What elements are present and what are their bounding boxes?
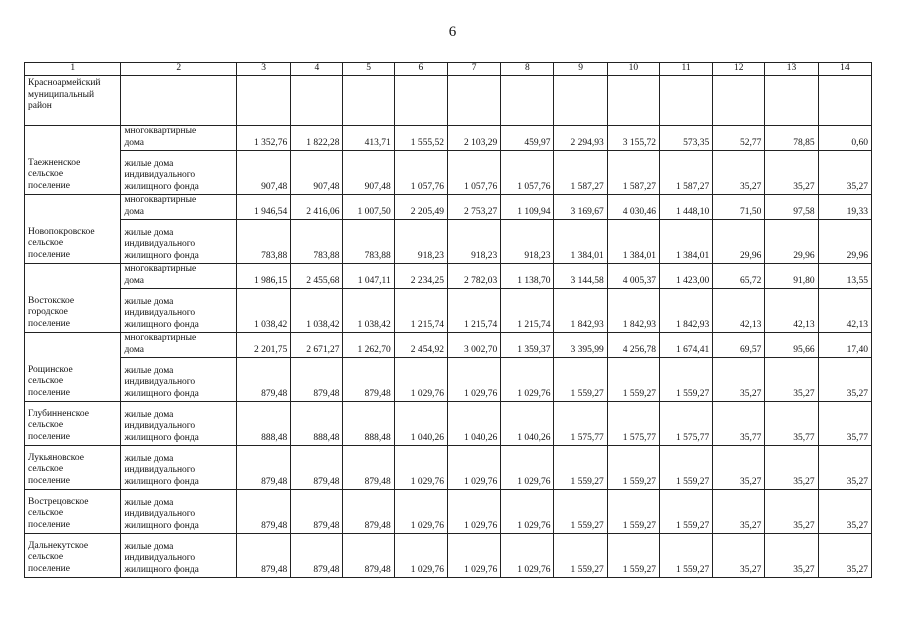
- value-cell: 1 040,26: [501, 402, 554, 446]
- value-cell: 1 029,76: [501, 534, 554, 578]
- value-cell: 459,97: [501, 126, 554, 151]
- value-cell: 35,77: [765, 402, 818, 446]
- value-cell: 1 029,76: [447, 534, 500, 578]
- value-cell: 879,48: [236, 446, 290, 490]
- value-cell: 1 029,76: [447, 446, 500, 490]
- value-cell: 2 416,06: [291, 195, 343, 220]
- value-cell: 1 559,27: [659, 446, 712, 490]
- table-row: [25, 446, 872, 490]
- housing-type: [121, 151, 237, 195]
- empty-cell: [447, 76, 500, 126]
- value-cell: 879,48: [343, 446, 394, 490]
- region-label: Красноармейский муниципальный район: [28, 78, 101, 111]
- settlement-name: [25, 195, 121, 264]
- value-cell: 1 559,27: [659, 358, 712, 402]
- settlement-name: [25, 534, 121, 578]
- value-cell: 879,48: [236, 490, 290, 534]
- value-cell: 71,50: [713, 195, 765, 220]
- housing-type-label: многоквартирные дома: [124, 264, 197, 286]
- value-cell: 35,27: [713, 490, 765, 534]
- value-cell: 1 575,77: [554, 402, 607, 446]
- housing-type-label: жилые дома индивидуального жилищного фонда: [124, 541, 199, 575]
- settlement-name: [25, 333, 121, 402]
- housing-type-label: многоквартирные дома: [124, 126, 197, 148]
- value-cell: 1 559,27: [607, 358, 659, 402]
- value-cell: 1 038,42: [236, 289, 290, 333]
- table-row: [25, 289, 872, 333]
- value-cell: 35,27: [765, 151, 818, 195]
- value-cell: 35,27: [818, 358, 871, 402]
- value-cell: 1 842,93: [554, 289, 607, 333]
- empty-cell: [236, 76, 290, 126]
- empty-cell: [291, 76, 343, 126]
- value-cell: 918,23: [394, 220, 447, 264]
- settlement-name: [25, 126, 121, 195]
- value-cell: 13,55: [818, 264, 871, 289]
- value-cell: 1 448,10: [659, 195, 712, 220]
- value-cell: 1 384,01: [607, 220, 659, 264]
- page-number: 6: [448, 24, 457, 40]
- housing-type-label: жилые дома индивидуального жилищного фонда: [124, 365, 199, 399]
- value-cell: 1 029,76: [447, 490, 500, 534]
- settlement-label: Таежненское сельское поселение: [28, 157, 81, 191]
- value-cell: 783,88: [291, 220, 343, 264]
- column-header: 2: [121, 63, 237, 76]
- value-cell: 879,48: [343, 490, 394, 534]
- value-cell: 95,66: [765, 333, 818, 358]
- settlement-label: Рощинское сельское поселение: [28, 364, 73, 398]
- value-cell: 3 169,67: [554, 195, 607, 220]
- value-cell: 4 256,78: [607, 333, 659, 358]
- value-cell: 35,27: [713, 446, 765, 490]
- table-body: [25, 63, 872, 578]
- value-cell: 3 002,70: [447, 333, 500, 358]
- value-cell: 29,96: [713, 220, 765, 264]
- value-cell: 1 946,54: [236, 195, 290, 220]
- value-cell: 1 040,26: [394, 402, 447, 446]
- value-cell: 888,48: [343, 402, 394, 446]
- value-cell: 1 057,76: [394, 151, 447, 195]
- housing-type-label: жилые дома индивидуального жилищного фонда: [124, 409, 199, 443]
- value-cell: 1 262,70: [343, 333, 394, 358]
- value-cell: 42,13: [818, 289, 871, 333]
- value-cell: 1 587,27: [607, 151, 659, 195]
- value-cell: 879,48: [343, 534, 394, 578]
- value-cell: 1 215,74: [394, 289, 447, 333]
- table-row: [25, 333, 872, 358]
- value-cell: 0,60: [818, 126, 871, 151]
- value-cell: 3 144,58: [554, 264, 607, 289]
- column-header: 4: [291, 63, 343, 76]
- value-cell: 1 029,76: [394, 534, 447, 578]
- value-cell: 1 215,74: [501, 289, 554, 333]
- table-row: [25, 402, 872, 446]
- value-cell: 78,85: [765, 126, 818, 151]
- table-row: [25, 126, 872, 151]
- empty-cell: [121, 76, 237, 126]
- tariff-table: [24, 62, 872, 578]
- housing-type: [121, 195, 237, 220]
- value-cell: 2 671,27: [291, 333, 343, 358]
- value-cell: 1 575,77: [659, 402, 712, 446]
- value-cell: 35,27: [818, 490, 871, 534]
- value-cell: 2 205,49: [394, 195, 447, 220]
- value-cell: 1 029,76: [394, 490, 447, 534]
- housing-type-label: многоквартирные дома: [124, 333, 197, 355]
- value-cell: 783,88: [236, 220, 290, 264]
- value-cell: 35,77: [713, 402, 765, 446]
- value-cell: 65,72: [713, 264, 765, 289]
- settlement-name: [25, 446, 121, 490]
- value-cell: 35,77: [818, 402, 871, 446]
- housing-type-label: жилые дома индивидуального жилищного фонда: [124, 453, 199, 487]
- region-name: [25, 76, 121, 126]
- value-cell: 1 040,26: [447, 402, 500, 446]
- housing-type: [121, 446, 237, 490]
- value-cell: 29,96: [818, 220, 871, 264]
- value-cell: 1 029,76: [394, 446, 447, 490]
- value-cell: 2 294,93: [554, 126, 607, 151]
- value-cell: 1 674,41: [659, 333, 712, 358]
- value-cell: 879,48: [291, 490, 343, 534]
- column-header: 7: [447, 63, 500, 76]
- value-cell: 35,27: [818, 534, 871, 578]
- value-cell: 1 559,27: [554, 490, 607, 534]
- value-cell: 879,48: [236, 534, 290, 578]
- table-row: [25, 264, 872, 289]
- value-cell: 2 753,27: [447, 195, 500, 220]
- value-cell: 879,48: [291, 534, 343, 578]
- empty-cell: [343, 76, 394, 126]
- value-cell: 17,40: [818, 333, 871, 358]
- value-cell: 907,48: [236, 151, 290, 195]
- value-cell: 35,27: [765, 358, 818, 402]
- value-cell: 1 559,27: [554, 446, 607, 490]
- value-cell: 907,48: [343, 151, 394, 195]
- table-row: [25, 220, 872, 264]
- housing-type-label: жилые дома индивидуального жилищного фонда: [124, 227, 199, 261]
- value-cell: 573,35: [659, 126, 712, 151]
- value-cell: 35,27: [765, 490, 818, 534]
- value-cell: 42,13: [713, 289, 765, 333]
- column-header: 1: [25, 63, 121, 76]
- value-cell: 69,57: [713, 333, 765, 358]
- housing-type-label: жилые дома индивидуального жилищного фонда: [124, 497, 199, 531]
- table-row: [25, 358, 872, 402]
- column-header: 8: [501, 63, 554, 76]
- column-header: 11: [659, 63, 712, 76]
- housing-type-label: жилые дома индивидуального жилищного фонда: [124, 296, 199, 330]
- column-header: 14: [818, 63, 871, 76]
- empty-cell: [501, 76, 554, 126]
- value-cell: 918,23: [501, 220, 554, 264]
- value-cell: 879,48: [291, 358, 343, 402]
- value-cell: 35,27: [713, 151, 765, 195]
- value-cell: 1 215,74: [447, 289, 500, 333]
- value-cell: 19,33: [818, 195, 871, 220]
- value-cell: 52,77: [713, 126, 765, 151]
- empty-cell: [713, 76, 765, 126]
- housing-type: [121, 534, 237, 578]
- value-cell: 879,48: [236, 358, 290, 402]
- value-cell: 1 559,27: [607, 490, 659, 534]
- value-cell: 1 029,76: [501, 490, 554, 534]
- housing-type: [121, 490, 237, 534]
- housing-type-label: жилые дома индивидуального жилищного фонда: [124, 158, 199, 192]
- table-row: [25, 151, 872, 195]
- empty-cell: [607, 76, 659, 126]
- value-cell: 1 047,11: [343, 264, 394, 289]
- housing-type: [121, 333, 237, 358]
- value-cell: 1 559,27: [554, 358, 607, 402]
- value-cell: 1 986,15: [236, 264, 290, 289]
- value-cell: 879,48: [343, 358, 394, 402]
- column-header: 5: [343, 63, 394, 76]
- value-cell: 1 029,76: [394, 358, 447, 402]
- value-cell: 1 842,93: [607, 289, 659, 333]
- value-cell: 35,27: [713, 534, 765, 578]
- value-cell: 1 559,27: [554, 534, 607, 578]
- value-cell: 1 559,27: [659, 490, 712, 534]
- value-cell: 35,27: [818, 446, 871, 490]
- value-cell: 35,27: [713, 358, 765, 402]
- settlement-label: Лукьяновское сельское поселение: [28, 452, 84, 486]
- value-cell: 97,58: [765, 195, 818, 220]
- table-row: [25, 195, 872, 220]
- housing-type: [121, 358, 237, 402]
- value-cell: 888,48: [236, 402, 290, 446]
- value-cell: 1 555,52: [394, 126, 447, 151]
- value-cell: 1 109,94: [501, 195, 554, 220]
- value-cell: 42,13: [765, 289, 818, 333]
- column-header: 6: [394, 63, 447, 76]
- column-header: 3: [236, 63, 290, 76]
- value-cell: 3 155,72: [607, 126, 659, 151]
- value-cell: 413,71: [343, 126, 394, 151]
- value-cell: 1 384,01: [554, 220, 607, 264]
- value-cell: 35,27: [765, 446, 818, 490]
- value-cell: 91,80: [765, 264, 818, 289]
- value-cell: 4 005,37: [607, 264, 659, 289]
- value-cell: 1 559,27: [607, 446, 659, 490]
- value-cell: 2 103,29: [447, 126, 500, 151]
- value-cell: 1 842,93: [659, 289, 712, 333]
- housing-type: [121, 126, 237, 151]
- column-header: 13: [765, 63, 818, 76]
- value-cell: 29,96: [765, 220, 818, 264]
- table-row: [25, 534, 872, 578]
- value-cell: 1 587,27: [554, 151, 607, 195]
- value-cell: 4 030,46: [607, 195, 659, 220]
- settlement-label: Дальнекутское сельское поселение: [28, 540, 89, 574]
- housing-type-label: многоквартирные дома: [124, 195, 197, 217]
- settlement-name: [25, 490, 121, 534]
- value-cell: 879,48: [291, 446, 343, 490]
- settlement-label: Глубинненское сельское поселение: [28, 408, 89, 442]
- value-cell: 1 029,76: [501, 358, 554, 402]
- value-cell: 783,88: [343, 220, 394, 264]
- value-cell: 1 575,77: [607, 402, 659, 446]
- value-cell: 1 559,27: [607, 534, 659, 578]
- housing-type: [121, 264, 237, 289]
- value-cell: 1 138,70: [501, 264, 554, 289]
- value-cell: 1 057,76: [501, 151, 554, 195]
- empty-cell: [765, 76, 818, 126]
- value-cell: 2 454,92: [394, 333, 447, 358]
- value-cell: 35,27: [765, 534, 818, 578]
- value-cell: 1 384,01: [659, 220, 712, 264]
- settlement-label: Новопокровское сельское поселение: [28, 226, 95, 260]
- value-cell: 2 782,03: [447, 264, 500, 289]
- value-cell: 1 822,28: [291, 126, 343, 151]
- value-cell: 1 352,76: [236, 126, 290, 151]
- settlement-name: [25, 264, 121, 333]
- value-cell: 907,48: [291, 151, 343, 195]
- housing-type: [121, 402, 237, 446]
- header-row: [25, 63, 872, 76]
- value-cell: 1 359,37: [501, 333, 554, 358]
- column-header: 12: [713, 63, 765, 76]
- value-cell: 2 455,68: [291, 264, 343, 289]
- value-cell: 1 559,27: [659, 534, 712, 578]
- value-cell: 1 423,00: [659, 264, 712, 289]
- settlement-label: Вострецовское сельское поселение: [28, 496, 89, 530]
- value-cell: 888,48: [291, 402, 343, 446]
- value-cell: 35,27: [818, 151, 871, 195]
- value-cell: 3 395,99: [554, 333, 607, 358]
- value-cell: 918,23: [447, 220, 500, 264]
- empty-cell: [659, 76, 712, 126]
- settlement-name: [25, 402, 121, 446]
- value-cell: 1 038,42: [343, 289, 394, 333]
- column-header: 10: [607, 63, 659, 76]
- column-header: 9: [554, 63, 607, 76]
- housing-type: [121, 289, 237, 333]
- empty-cell: [554, 76, 607, 126]
- value-cell: 1 029,76: [501, 446, 554, 490]
- value-cell: 1 038,42: [291, 289, 343, 333]
- settlement-label: Востокское городское поселение: [28, 295, 75, 329]
- value-cell: 2 234,25: [394, 264, 447, 289]
- value-cell: 2 201,75: [236, 333, 290, 358]
- region-row: [25, 76, 872, 126]
- value-cell: 1 007,50: [343, 195, 394, 220]
- empty-cell: [394, 76, 447, 126]
- housing-type: [121, 220, 237, 264]
- table-row: [25, 490, 872, 534]
- value-cell: 1 029,76: [447, 358, 500, 402]
- value-cell: 1 587,27: [659, 151, 712, 195]
- empty-cell: [818, 76, 871, 126]
- value-cell: 1 057,76: [447, 151, 500, 195]
